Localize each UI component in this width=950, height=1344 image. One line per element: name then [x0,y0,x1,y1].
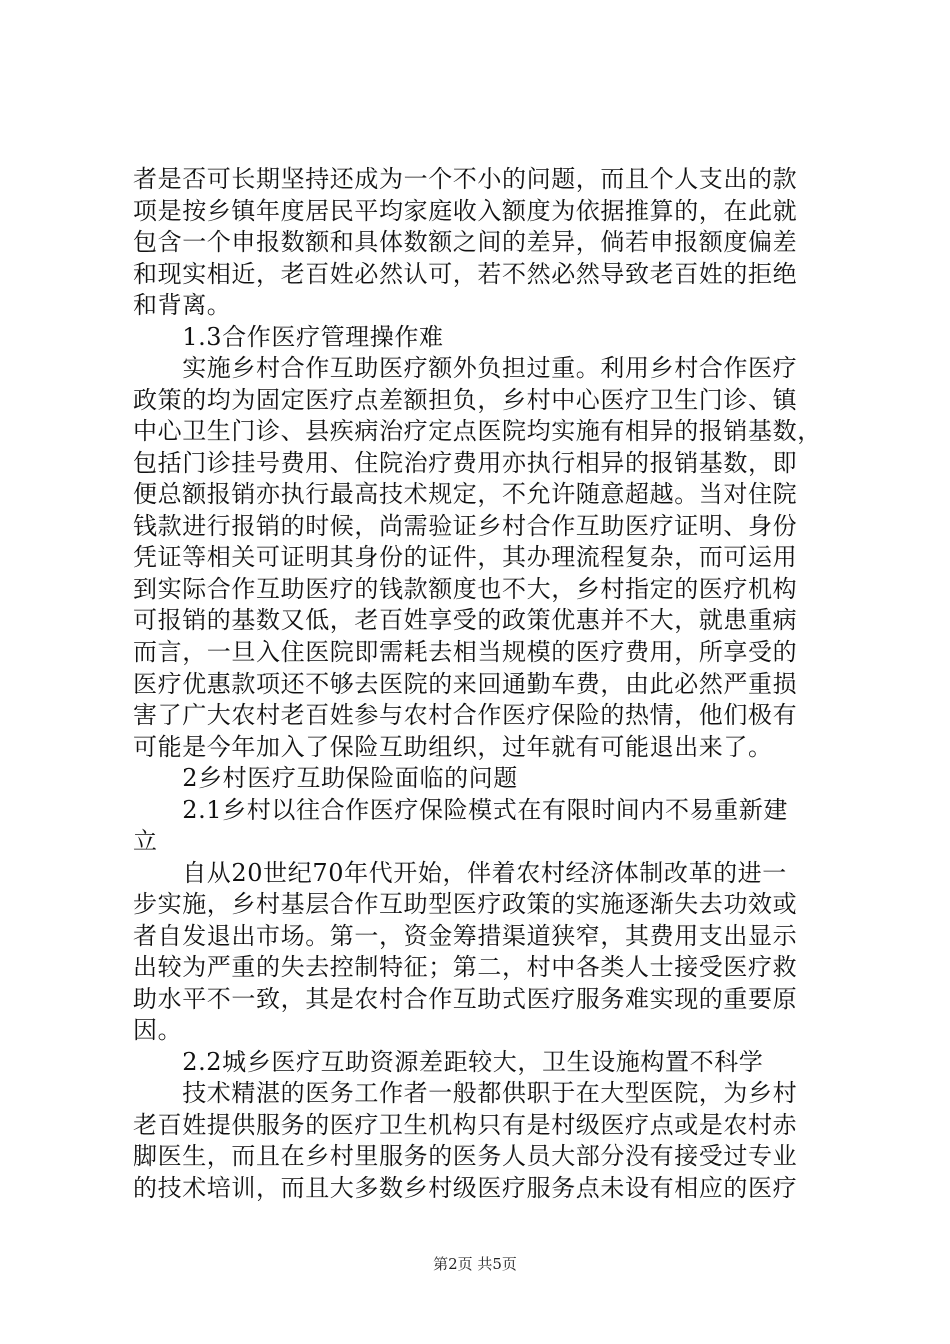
text-line: 和背离。 [133,291,232,319]
text-line: 实施乡村合作互助医疗额外负担过重。利用乡村合作医疗 [133,354,798,382]
text-line: 可报销的基数又低，老百姓享受的政策优惠并不大，就患重病 [133,606,798,634]
text-line: 项是按乡镇年度居民平均家庭收入额度为依据推算的，在此就 [133,197,798,225]
section-heading: 2.2城乡医疗互助资源差距较大，卫生设施构置不科学 [133,1048,764,1076]
text-line: 和现实相近，老百姓必然认可，若不然必然导致老百姓的拒绝 [133,260,798,288]
text-line: 害了广大农村老百姓参与农村合作医疗保险的热情，他们极有 [133,701,798,729]
section-heading: 立 [133,827,158,855]
text-line: 钱款进行报销的时候，尚需验证乡村合作互助医疗证明、身份 [133,512,798,540]
text-line: 包含一个申报数额和具体数额之间的差异，倘若申报额度偏差 [133,228,798,256]
text-line: 而言，一旦入住医院即需耗去相当规模的医疗费用，所享受的 [133,638,798,666]
text-line: 可能是今年加入了保险互助组织，过年就有可能退出来了。 [133,733,773,761]
text-line: 政策的均为固定医疗点差额担负，乡村中心医疗卫生门诊、镇 [133,386,798,414]
text-line: 助水平不一致，其是农村合作互助式医疗服务难实现的重要原 [133,985,798,1013]
text-line: 出较为严重的失去控制特征；第二，村中各类人士接受医疗救 [133,953,798,981]
text-line: 者是否可长期坚持还成为一个不小的问题，而且个人支出的款 [133,165,798,193]
text-line: 包括门诊挂号费用、住院治疗费用亦执行相异的报销基数，即 [133,449,798,477]
text-line: 便总额报销亦执行最高技术规定，不允许随意超越。当对住院 [133,480,798,508]
section-heading: 2.1乡村以往合作医疗保险模式在有限时间内不易重新建 [133,796,788,824]
text-line: 的技术培训，而且大多数乡村级医疗服务点未设有相应的医疗 [133,1174,798,1202]
text-line: 者自发退出市场。第一，资金筹措渠道狭窄，其费用支出显示 [133,922,798,950]
text-line: 凭证等相关可证明其身份的证件，其办理流程复杂，而可运用 [133,543,798,571]
text-line: 中心卫生门诊、县疾病治疗定点医院均实施有相异的报销基数， [133,417,822,445]
text-line: 到实际合作互助医疗的钱款额度也不大，乡村指定的医疗机构 [133,575,798,603]
text-line: 步实施，乡村基层合作互助型医疗政策的实施逐渐失去功效或 [133,890,798,918]
text-line: 老百姓提供服务的医疗卫生机构只有是村级医疗点或是农村赤 [133,1111,798,1139]
text-line: 脚医生，而且在乡村里服务的医务人员大部分没有接受过专业 [133,1142,798,1170]
text-line: 技术精湛的医务工作者一般都供职于在大型医院，为乡村 [133,1079,798,1107]
text-line: 医疗优惠款项还不够去医院的来回通勤车费，由此必然严重损 [133,670,798,698]
text-line: 自从20世纪70年代开始，伴着农村经济体制改革的进一 [133,859,787,887]
text-line: 因。 [133,1016,183,1044]
section-heading: 1.3合作医疗管理操作难 [133,323,444,351]
section-heading: 2乡村医疗互助保险面临的问题 [133,764,518,792]
page-footer: 第2页 共5页 [433,1255,517,1273]
